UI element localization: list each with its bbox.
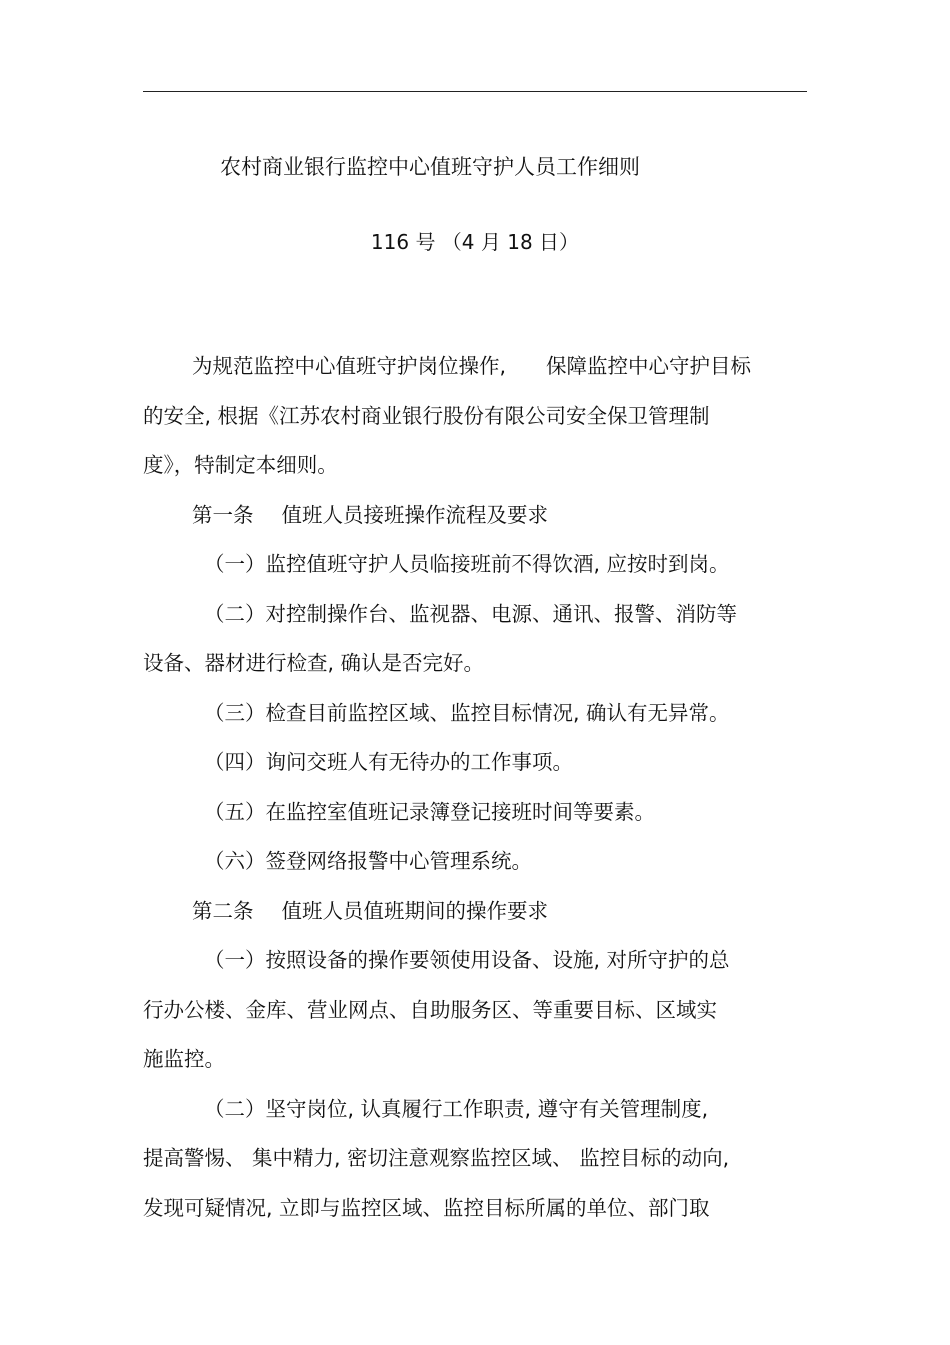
article-1-item-2-cont: 设备、器材进行检查, 确认是否完好。 <box>143 651 485 675</box>
article-title: 值班人员接班操作流程及要求 <box>281 502 548 527</box>
article-2-item-2-cont: 提高警惕、 集中精力, 密切注意观察监控区域、 监控目标的动向, <box>143 1146 730 1170</box>
preamble-line-3: 度》，特制定本细则。 <box>143 453 338 477</box>
article-2-item-2-cont: 发现可疑情况, 立即与监控区域、监控目标所属的单位、部门取 <box>143 1195 710 1220</box>
article-1-item-1: （一）监控值班守护人员临接班前不得饮酒, 应按时到岗。 <box>204 552 730 576</box>
article-2-item-2: （二）坚守岗位, 认真履行工作职责, 遵守有关管理制度, <box>204 1096 709 1121</box>
article-1-item-4: （四）询问交班人有无待办的工作事项。 <box>204 750 573 774</box>
article-1-item-6: （六）签登网络报警中心管理系统。 <box>204 849 532 873</box>
article-1-heading <box>143 491 803 541</box>
preamble-text: 保障监控中心守护目标 <box>546 354 752 378</box>
article-2-item-1-cont: 施监控。 <box>143 1047 225 1071</box>
article-1-item-5: （五）在监控室值班记录簿登记接班时间等要素。 <box>204 799 655 824</box>
article-1-item-3: （三）检查目前监控区域、监控目标情况, 确认有无异常。 <box>204 700 730 725</box>
article-1-item-2: （二）对控制操作台、监视器、电源、通讯、报警、消防等 <box>204 601 737 626</box>
document-body <box>143 342 803 1233</box>
preamble-line-1 <box>143 342 803 392</box>
header-rule <box>143 91 807 92</box>
article-number: 第二条 <box>192 898 254 923</box>
document-number: 116 号 （4 月 18 日） <box>370 230 580 254</box>
document-title: 农村商业银行监控中心值班守护人员工作细则 <box>220 155 640 179</box>
preamble-text: 为规范监控中心值班守护岗位操作, <box>192 354 507 378</box>
article-2-heading <box>143 887 803 937</box>
preamble-line-2: 的安全, 根据《江苏农村商业银行股份有限公司安全保卫管理制 <box>143 403 710 428</box>
article-title: 值班人员值班期间的操作要求 <box>281 898 548 923</box>
article-number: 第一条 <box>192 502 254 527</box>
article-2-item-1: （一）按照设备的操作要领使用设备、设施, 对所守护的总 <box>204 948 730 972</box>
article-2-item-1-cont: 行办公楼、金库、营业网点、自助服务区、等重要目标、区域实 <box>143 997 717 1022</box>
